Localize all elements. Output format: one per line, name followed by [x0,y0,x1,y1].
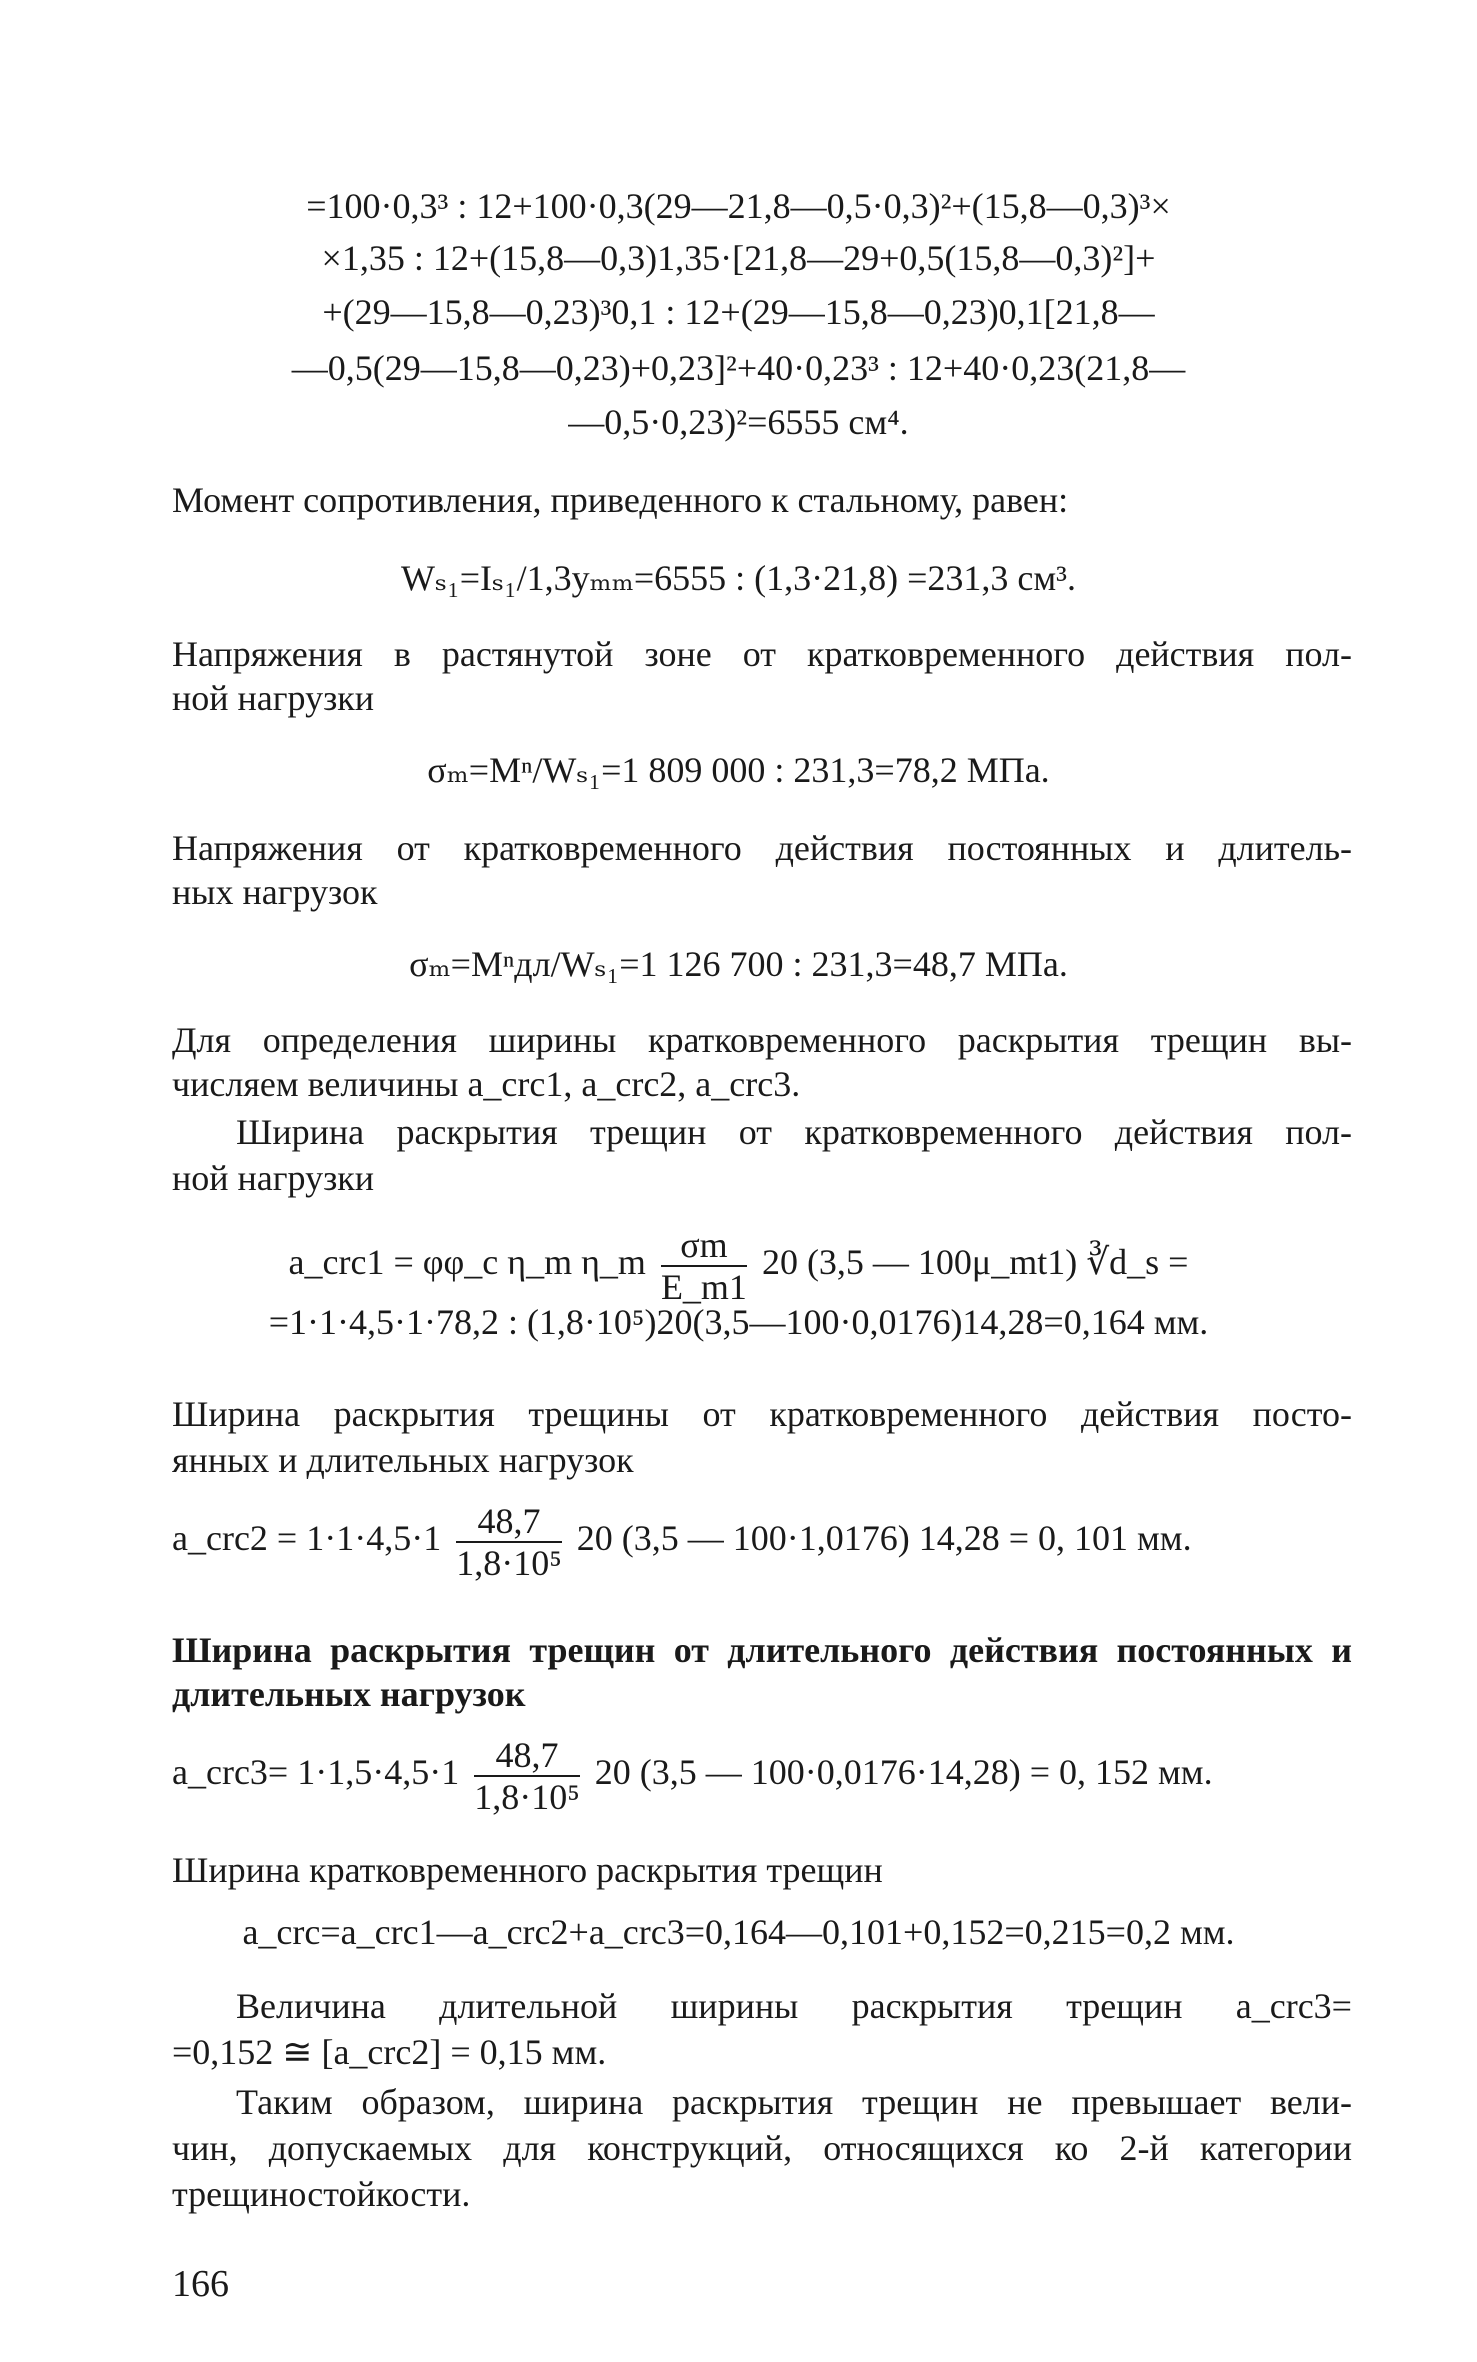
paragraph-line: Ширина раскрытия трещины от кратковременного действия посто- [172,1394,1352,1434]
equation-line: ×1,35 : 12+(15,8—0,3)1,35·[21,8—29+0,5(15,8—0,3)²]+ [321,238,1156,278]
equation-lhs: a_crc2 = 1·1·4,5·1 [172,1518,442,1558]
equation-lhs: a_crc1 = φφ_c η_m η_m [288,1242,646,1282]
equation-line: =100·0,3³ : 12+100·0,3(29—21,8—0,5·0,3)²+(15,8—0,3)³× [306,186,1171,226]
equation-line: —0,5·0,23)²=6555 см⁴. [568,402,909,442]
fraction-numerator: 48,7 [474,1735,580,1777]
paragraph-line: Таким образом, ширина раскрытия трещин не превышает вели- [236,2082,1352,2122]
equation-acrc2 [172,1496,1192,1583]
paragraph-line: Ширина раскрытия трещин от длительного действия постоянных и [172,1630,1352,1670]
fraction-denominator: E_m1 [660,1266,747,1307]
paragraph-line: ной нагрузки [172,678,375,718]
fraction [474,1735,580,1817]
equation-lhs: a_crc3= 1·1,5·4,5·1 [172,1752,460,1792]
paragraph-line: =0,152 ≅ [a_crc2] = 0,15 мм. [172,2032,607,2072]
fraction-numerator: 48,7 [456,1501,562,1543]
paragraph-moment: Момент сопротивления, приведенного к стальному, равен: [172,480,1069,520]
paragraph-line: янных и длительных нагрузок [172,1440,634,1480]
equation-rhs: 20 (3,5 — 100μ_mt1) ∛d_s = [761,1242,1189,1282]
paragraph-width-4: Ширина кратковременного раскрытия трещин [172,1850,883,1890]
equation-acrc1-result: =1·1·4,5·1·78,2 : (1,8·10⁵)20(3,5—100·0,0176)14,28=0,164 мм. [268,1302,1209,1342]
paragraph-line: чин, допускаемых для конструкций, относящихся ко 2-й категории [172,2128,1352,2168]
paragraph-line: Для определения ширины кратковременного раскрытия трещин вы- [172,1020,1352,1060]
page-number: 166 [172,2263,229,2305]
fraction [661,1225,747,1307]
paragraph-line: ной нагрузки [172,1158,375,1198]
paragraph-line: Напряжения в растянутой зоне от кратковременного действия пол- [172,634,1352,674]
paragraph-line: длительных нагрузок [172,1674,526,1714]
equation-line: —0,5(29—15,8—0,23)+0,23]²+40·0,23³ : 12+40·0,23(21,8— [291,348,1186,388]
fraction-numerator: σm [661,1225,747,1267]
fraction-denominator: 1,8·10⁵ [456,1542,562,1583]
fraction [456,1501,562,1583]
paragraph-line: Ширина раскрытия трещин от кратковременного действия пол- [236,1112,1352,1152]
fraction-denominator: 1,8·10⁵ [474,1776,580,1817]
equation-w: Wₛ₁=Iₛ₁/1,3yₘₘ=6555 : (1,3·21,8) =231,3 см³. [401,558,1076,598]
equation-acrc1 [0,1222,1477,1307]
paragraph-line: числяем величины a_crc1, a_crc2, a_crc3. [172,1064,801,1104]
paragraph-line: трещиностойкости. [172,2174,471,2214]
equation-stress-1: σₘ=Mⁿ/Wₛ₁=1 809 000 : 231,3=78,2 МПа. [427,750,1050,790]
equation-line: +(29—15,8—0,23)³0,1 : 12+(29—15,8—0,23)0,1[21,8— [322,292,1155,332]
paragraph-line: ных нагрузок [172,872,378,912]
paragraph-line: Напряжения от кратковременного действия постоянных и длитель- [172,828,1352,868]
equation-acrc3 [172,1730,1213,1817]
equation-rhs: 20 (3,5 — 100·1,0176) 14,28 = 0, 101 мм. [576,1518,1192,1558]
equation-stress-2: σₘ=Mⁿдл/Wₛ₁=1 126 700 : 231,3=48,7 МПа. [409,944,1068,984]
equation-rhs: 20 (3,5 — 100·0,0176·14,28) = 0, 152 мм. [594,1752,1213,1792]
paragraph-line: Величина длительной ширины раскрытия трещин a_crc3= [236,1986,1352,2026]
equation-acrc: a_crc=a_crc1—a_crc2+a_crc3=0,164—0,101+0,152=0,215=0,2 мм. [242,1912,1235,1952]
